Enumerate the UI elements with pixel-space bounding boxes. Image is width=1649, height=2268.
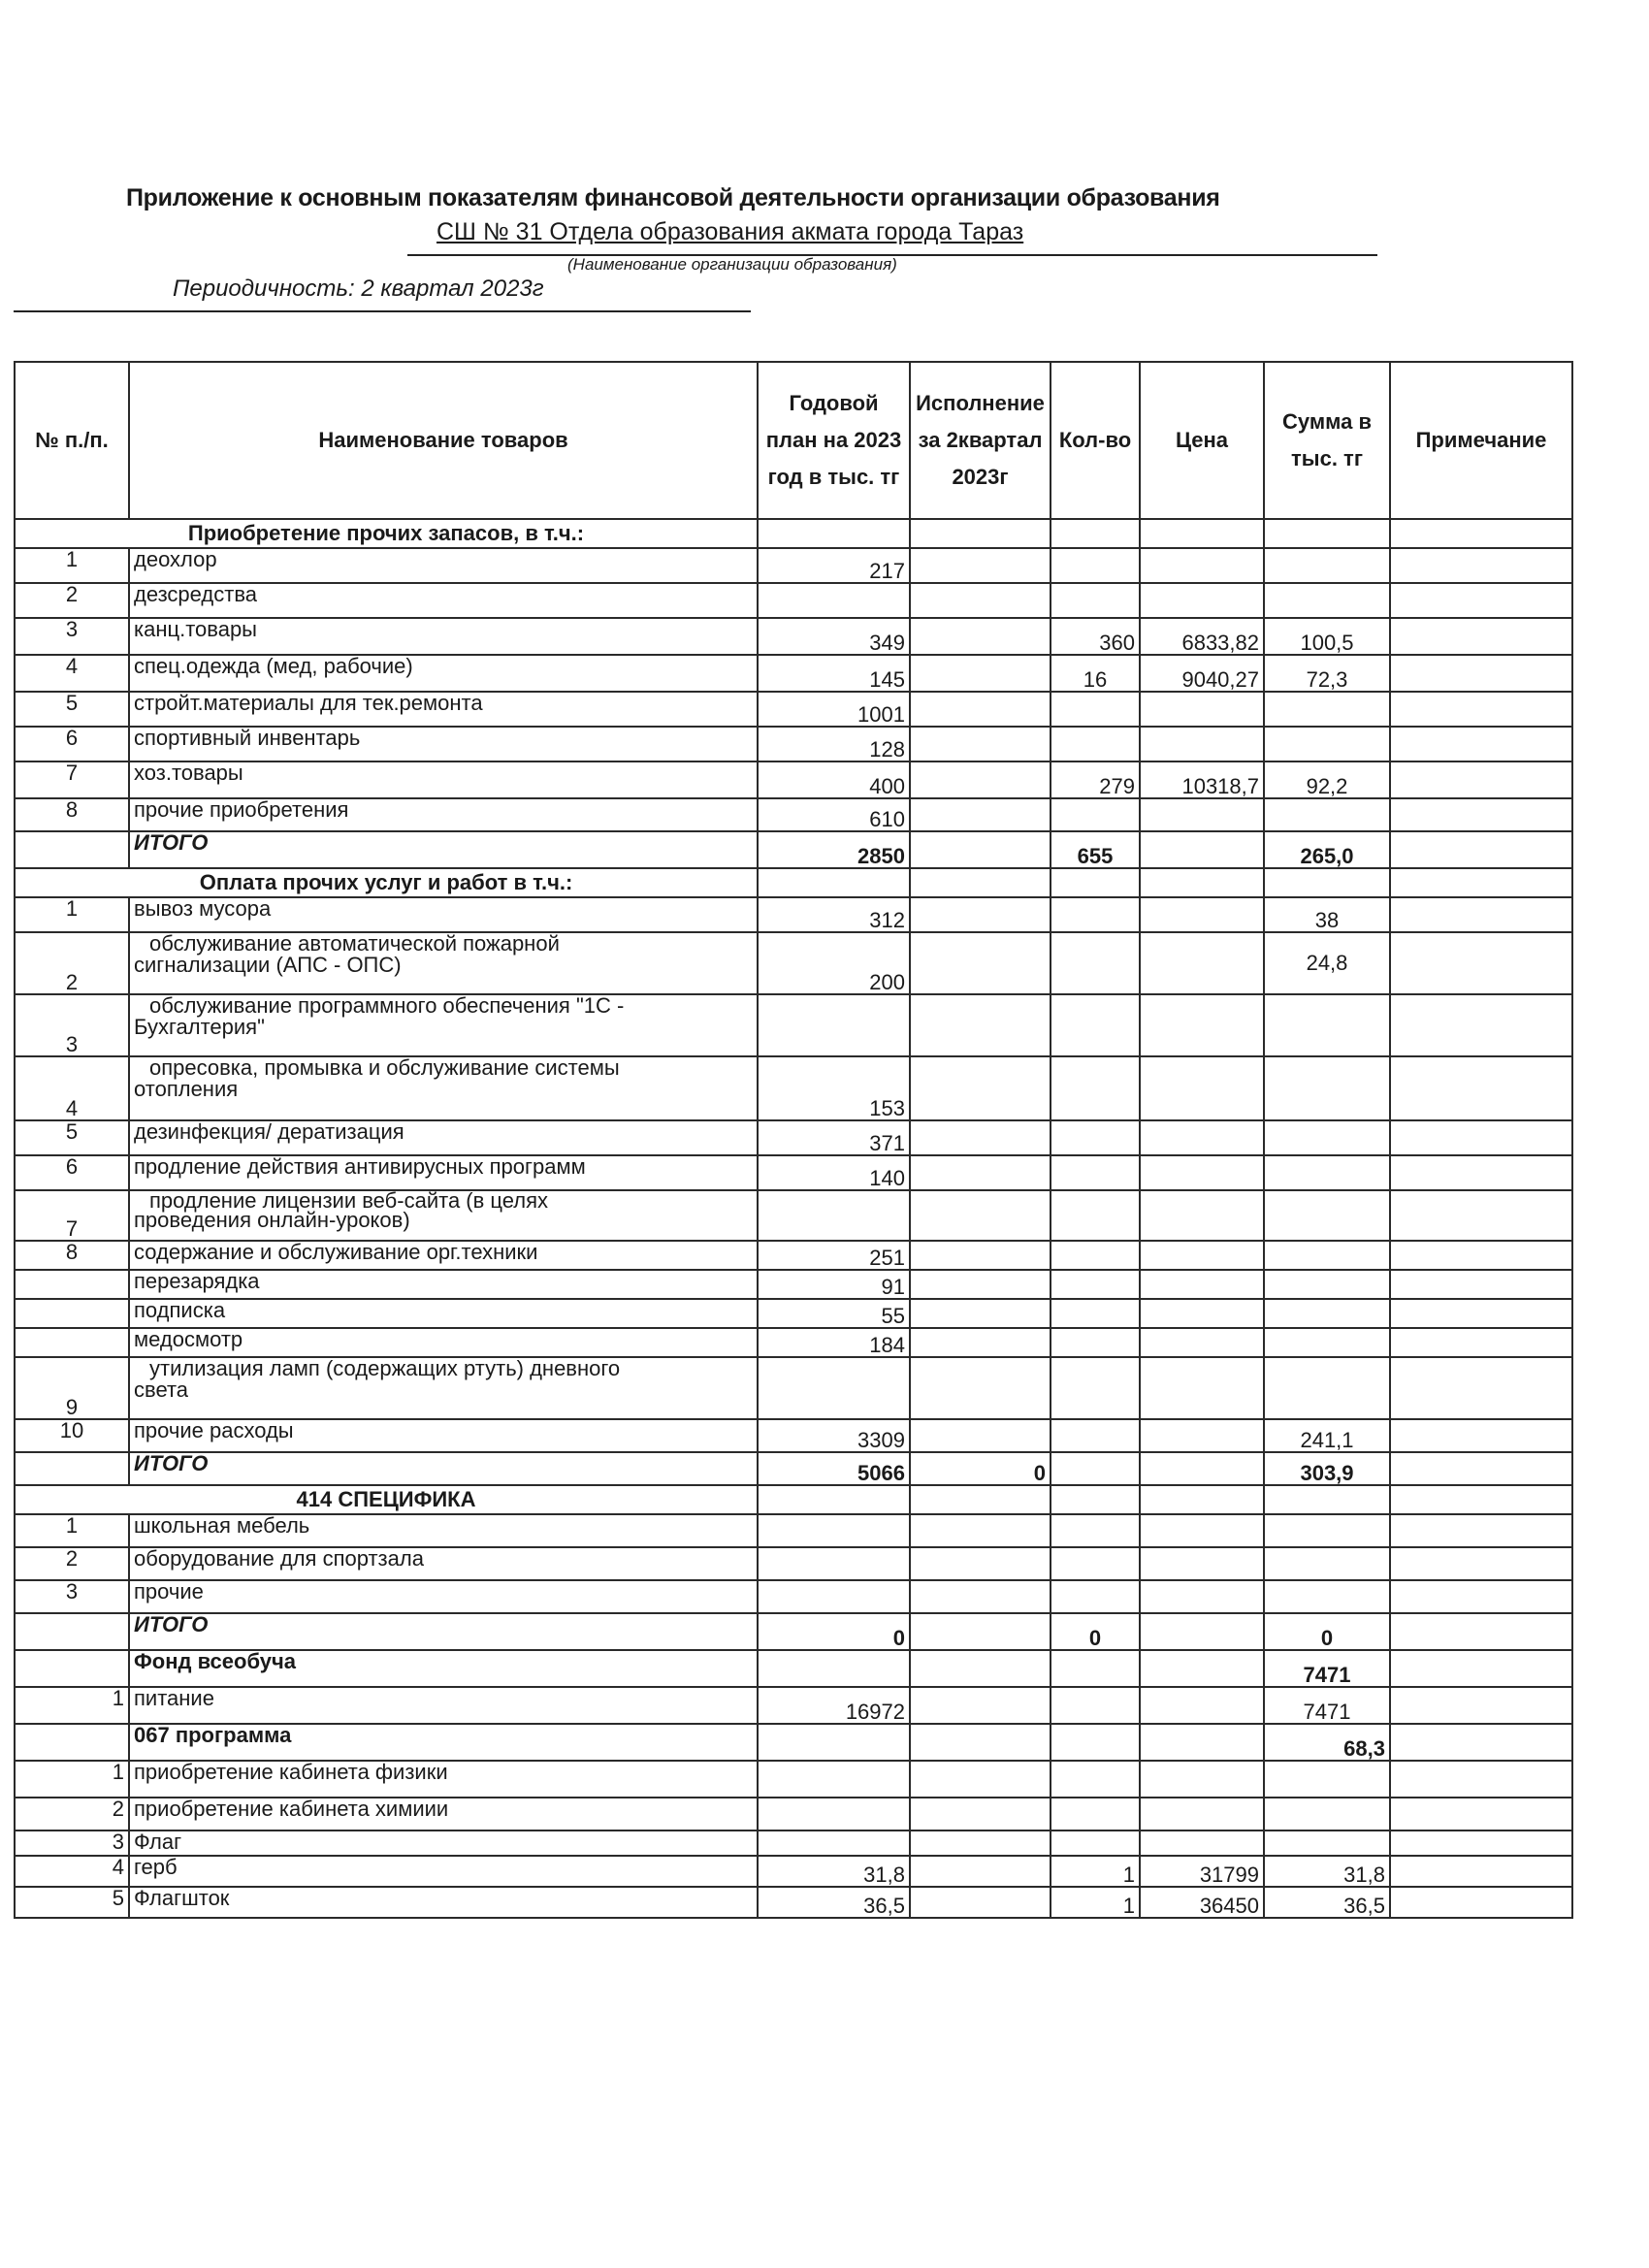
- plan-value: 31,8: [758, 1856, 910, 1887]
- item-name-line2: света: [134, 1377, 189, 1402]
- row-number: 7: [15, 1190, 129, 1241]
- sum-value: 72,3: [1264, 655, 1390, 692]
- plan-total: 0: [758, 1613, 910, 1650]
- period-underline: [14, 310, 751, 312]
- table-row: [15, 1887, 1572, 1918]
- col-header-price: Цена: [1140, 362, 1264, 519]
- item-name-line2: отопления: [134, 1077, 239, 1101]
- row-number: 5: [15, 1887, 129, 1918]
- price-value: 31799: [1140, 1856, 1264, 1887]
- sum-value: 7471: [1264, 1650, 1390, 1687]
- table-row: [15, 655, 1572, 692]
- reporting-period: Периодичность: 2 квартал 2023г: [173, 275, 544, 302]
- col-header-sum: Сумма в тыс. тг: [1264, 362, 1390, 519]
- item-name: [129, 1056, 758, 1120]
- item-name: спец.одежда (мед, рабочие): [129, 655, 758, 692]
- table-row: [15, 1120, 1572, 1155]
- table-row: [15, 994, 1572, 1056]
- item-name: Флаг: [129, 1831, 758, 1856]
- col-header-num: № п./п.: [15, 362, 129, 519]
- price-value: 36450: [1140, 1887, 1264, 1918]
- row-number: 8: [15, 798, 129, 831]
- row-number: 4: [15, 1056, 129, 1120]
- sum-value: 68,3: [1264, 1724, 1390, 1761]
- plan-value: 400: [758, 761, 910, 798]
- sum-value: 31,8: [1264, 1856, 1390, 1887]
- sum-value: 92,2: [1264, 761, 1390, 798]
- item-name: содержание и обслуживание орг.техники: [129, 1241, 758, 1270]
- col-header-plan: Годовой план на 2023 год в тыс. тг: [758, 362, 910, 519]
- plan-value: 1001: [758, 692, 910, 727]
- item-name-line2: проведения онлайн-уроков): [134, 1208, 410, 1232]
- item-name: Флагшток: [129, 1887, 758, 1918]
- plan-value: 184: [758, 1328, 910, 1357]
- table-row: [15, 798, 1572, 831]
- item-name: прочие: [129, 1580, 758, 1613]
- row-number: 6: [15, 1155, 129, 1190]
- table-row: [15, 1299, 1572, 1328]
- item-name: [129, 1190, 758, 1241]
- row-number: 1: [15, 1514, 129, 1547]
- price-value: 6833,82: [1140, 618, 1264, 655]
- plan-value: 349: [758, 618, 910, 655]
- col-header-note: Примечание: [1390, 362, 1572, 519]
- row-number: 1: [15, 1687, 129, 1724]
- section-row: [15, 868, 1572, 897]
- sum-value: 241,1: [1264, 1419, 1390, 1452]
- item-name: приобретение кабинета физики: [129, 1761, 758, 1798]
- sum-value: 7471: [1264, 1687, 1390, 1724]
- table-row: [15, 761, 1572, 798]
- total-label: ИТОГО: [129, 831, 758, 868]
- item-name: продление действия антивирусных программ: [129, 1155, 758, 1190]
- table-row: [15, 1831, 1572, 1856]
- row-number: 3: [15, 994, 129, 1056]
- document-title: Приложение к основным показателям финансовой деятельности организации образования: [126, 184, 1220, 211]
- item-name: перезарядка: [129, 1270, 758, 1299]
- col-header-qty: Кол-во: [1051, 362, 1140, 519]
- sum-value: 38: [1264, 897, 1390, 932]
- header-row: [15, 362, 1572, 519]
- item-name: приобретение кабинета химиии: [129, 1798, 758, 1831]
- plan-value: 128: [758, 727, 910, 761]
- item-name: хоз.товары: [129, 761, 758, 798]
- table-row: [15, 1190, 1572, 1241]
- table-row: [15, 1514, 1572, 1547]
- table-row: [15, 1798, 1572, 1831]
- item-name-line1: утилизация ламп (содержащих ртуть) дневного: [149, 1357, 621, 1380]
- row-number: 8: [15, 1241, 129, 1270]
- section-row: [15, 519, 1572, 548]
- table-row: [15, 932, 1572, 994]
- price-value: 10318,7: [1140, 761, 1264, 798]
- exec-total: 0: [910, 1452, 1051, 1485]
- table-row: [15, 1270, 1572, 1299]
- table-row: [15, 1419, 1572, 1452]
- item-name: деохлор: [129, 548, 758, 583]
- qty-total: 0: [1051, 1613, 1140, 1650]
- sum-value: 100,5: [1264, 618, 1390, 655]
- item-name: прочие расходы: [129, 1419, 758, 1452]
- row-number: 1: [15, 897, 129, 932]
- table-row: [15, 1580, 1572, 1613]
- row-number: 7: [15, 761, 129, 798]
- item-name: дезсредства: [129, 583, 758, 618]
- item-name: спортивный инвентарь: [129, 727, 758, 761]
- section-row: [15, 1485, 1572, 1514]
- plan-value: 91: [758, 1270, 910, 1299]
- table-row: [15, 618, 1572, 655]
- total-row: [15, 1452, 1572, 1485]
- qty-value: 279: [1051, 761, 1140, 798]
- table-row: [15, 583, 1572, 618]
- plan-value: 153: [758, 1056, 910, 1120]
- total-label: ИТОГО: [129, 1613, 758, 1650]
- plan-value: 371: [758, 1120, 910, 1155]
- row-number: 3: [15, 618, 129, 655]
- plan-value: 610: [758, 798, 910, 831]
- qty-total: 655: [1051, 831, 1140, 868]
- item-name: дезинфекция/ дератизация: [129, 1120, 758, 1155]
- col-header-name: Наименование товаров: [129, 362, 758, 519]
- item-name-line1: обслуживание автоматической пожарной: [149, 932, 560, 956]
- row-number: 3: [15, 1831, 129, 1856]
- plan-total: 2850: [758, 831, 910, 868]
- item-name: питание: [129, 1687, 758, 1724]
- section-title: 414 СПЕЦИФИКА: [15, 1485, 758, 1514]
- qty-value: 360: [1051, 618, 1140, 655]
- item-name: вывоз мусора: [129, 897, 758, 932]
- table-row: [15, 1241, 1572, 1270]
- row-number: 5: [15, 1120, 129, 1155]
- row-number: 2: [15, 932, 129, 994]
- table-row: [15, 1056, 1572, 1120]
- table-row: [15, 1547, 1572, 1580]
- item-name: герб: [129, 1856, 758, 1887]
- item-name-line1: обслуживание программного обеспечения "1С -: [149, 994, 625, 1018]
- organization-caption: (Наименование организации образования): [567, 255, 897, 274]
- plan-value: 312: [758, 897, 910, 932]
- row-number: 9: [15, 1357, 129, 1419]
- table-row: [15, 1687, 1572, 1724]
- plan-value: 3309: [758, 1419, 910, 1452]
- row-number: 1: [15, 1761, 129, 1798]
- row-number: 6: [15, 727, 129, 761]
- item-name: канц.товары: [129, 618, 758, 655]
- row-number: 2: [15, 1798, 129, 1831]
- plan-value: 217: [758, 548, 910, 583]
- table-row: [15, 1155, 1572, 1190]
- table-row: [15, 1761, 1572, 1798]
- plan-total: 5066: [758, 1452, 910, 1485]
- table-row: [15, 727, 1572, 761]
- plan-value: 16972: [758, 1687, 910, 1724]
- item-name-line2: Бухгалтерия": [134, 1015, 265, 1039]
- plan-value: 251: [758, 1241, 910, 1270]
- qty-value: 1: [1051, 1887, 1140, 1918]
- total-row: [15, 831, 1572, 868]
- item-name: оборудование для спортзала: [129, 1547, 758, 1580]
- qty-value: 16: [1051, 655, 1140, 692]
- total-row: [15, 1613, 1572, 1650]
- item-name: школьная мебель: [129, 1514, 758, 1547]
- group-label: 067 программа: [129, 1724, 758, 1761]
- item-name: [129, 994, 758, 1056]
- row-number: 5: [15, 692, 129, 727]
- item-name: медосмотр: [129, 1328, 758, 1357]
- item-name: подписка: [129, 1299, 758, 1328]
- row-number: 10: [15, 1419, 129, 1452]
- item-name: стройт.материалы для тек.ремонта: [129, 692, 758, 727]
- table-row: [15, 548, 1572, 583]
- item-name-line1: опресовка, промывка и обслуживание системы: [149, 1056, 620, 1080]
- table-row: [15, 1328, 1572, 1357]
- row-number: 3: [15, 1580, 129, 1613]
- total-label: ИТОГО: [129, 1452, 758, 1485]
- section-title: Приобретение прочих запасов, в т.ч.:: [15, 519, 758, 548]
- row-number: 4: [15, 655, 129, 692]
- item-name: прочие приобретения: [129, 798, 758, 831]
- table-row: [15, 1856, 1572, 1887]
- item-name-line1: продление лицензии веб-сайта (в целях: [149, 1190, 549, 1213]
- col-header-exec: Исполнение за 2квартал 2023г: [910, 362, 1051, 519]
- plan-value: 145: [758, 655, 910, 692]
- sum-total: 265,0: [1264, 831, 1390, 868]
- table-row: [15, 1357, 1572, 1419]
- price-value: 9040,27: [1140, 655, 1264, 692]
- group-label: Фонд всеобуча: [129, 1650, 758, 1687]
- organization-name: СШ № 31 Отдела образования акмата города Тараз: [436, 218, 1024, 245]
- section-title: Оплата прочих услуг и работ в т.ч.:: [15, 868, 758, 897]
- report-table: [14, 361, 1573, 1919]
- plan-value: 200: [758, 932, 910, 994]
- table-row: [15, 692, 1572, 727]
- plan-value: 36,5: [758, 1887, 910, 1918]
- item-name-line2: сигнализации (АПС - ОПС): [134, 953, 402, 977]
- plan-value: 140: [758, 1155, 910, 1190]
- item-name: [129, 1357, 758, 1419]
- row-number: 2: [15, 583, 129, 618]
- table-row: [15, 897, 1572, 932]
- row-number: 1: [15, 548, 129, 583]
- group-row: [15, 1724, 1572, 1761]
- qty-value: 1: [1051, 1856, 1140, 1887]
- row-number: 4: [15, 1856, 129, 1887]
- item-name: [129, 932, 758, 994]
- sum-total: 303,9: [1264, 1452, 1390, 1485]
- sum-total: 0: [1264, 1613, 1390, 1650]
- sum-value: 36,5: [1264, 1887, 1390, 1918]
- sum-value: 24,8: [1264, 932, 1390, 994]
- group-row: [15, 1650, 1572, 1687]
- plan-value: 55: [758, 1299, 910, 1328]
- row-number: 2: [15, 1547, 129, 1580]
